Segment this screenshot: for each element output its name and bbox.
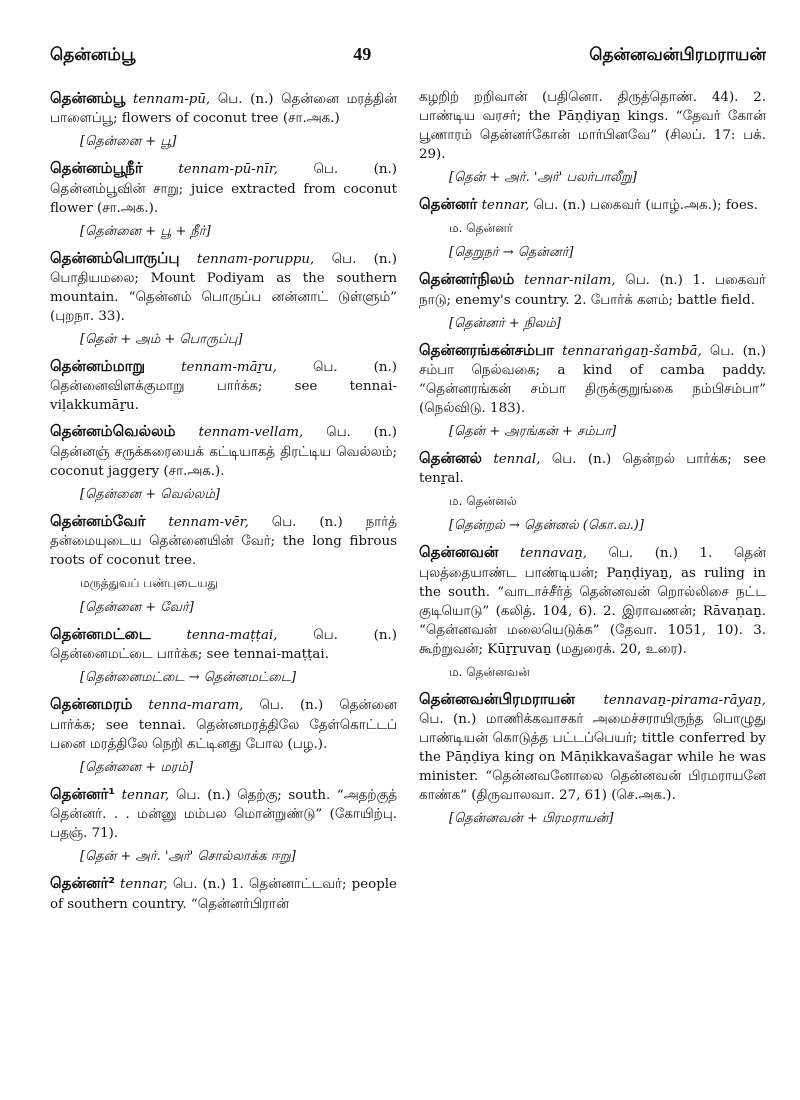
definition: பெ. (n.) தென்னை மரத்தின் பாளைப்பூ; flowers of coconut tree (சா.அக.)	[50, 92, 397, 127]
headword: தென்னவன்பிரமராயன்	[419, 689, 575, 708]
etymology: [தென்னவன் + பிரமராயன்]	[449, 811, 614, 827]
transliteration: tennam-pū-nīr,	[178, 162, 278, 178]
transliteration: tenna-maram,	[148, 698, 244, 714]
etymology: [தென்னைமட்டை → தென்னமட்டை]	[80, 670, 297, 686]
dictionary-entry	[50, 158, 397, 217]
transliteration: tennam-vēr,	[168, 514, 249, 530]
etymology: [தென்னை + மரம்]	[80, 759, 194, 775]
definition: பெ. (n.) தென்னை பார்க்க; see tennai. தென்னமரத்திலே தேள்கொட்டப் பனை மரத்திலே நெறி கட்டினது போல (பழ.).	[50, 698, 397, 752]
definition: பெ. (n.) தென்றல் பார்க்க; see tenṟal.	[419, 452, 766, 487]
right-column	[419, 88, 766, 920]
headword: தென்னமரம்	[50, 695, 133, 714]
dictionary-entry	[419, 269, 766, 309]
transliteration: tennavaṉ-pirama-rāyaṉ,	[603, 692, 766, 708]
dictionary-entry	[50, 356, 397, 415]
dictionary-entry	[50, 421, 397, 480]
headword: தென்னர்நிலம்	[419, 270, 515, 289]
transliteration: tennar,	[121, 787, 170, 803]
transliteration: tennam-māṟu,	[181, 360, 277, 376]
transliteration: tennam-pū,	[132, 92, 211, 107]
headword: தென்னர்²	[50, 874, 115, 893]
etymology: [தென்னை + பூ]	[80, 134, 177, 150]
transliteration: tennam-vellam,	[198, 425, 304, 441]
etymology: [தென்னை + பூ + நீர்]	[80, 223, 211, 239]
dictionary-entry	[50, 624, 397, 664]
headword: தென்னவன்	[419, 543, 499, 562]
etymology: [தென்றல் → தென்னல் (கொ.வ.)]	[449, 518, 644, 534]
etymology: [தென் + அர். 'அர்' சொல்லாக்க ஈறு]	[80, 849, 296, 865]
cognate-note: ம. தென்னல்	[449, 494, 517, 509]
definition: பெ. (n.) 1. பகைவர் நாடு; enemy's country. 2. போர்க் களம்; battle field.	[419, 273, 767, 308]
definition: பெ. (n.) நார்த் தன்மையுடைய தென்னையின் வேர்; the long fibrous roots of coconut tree.	[50, 514, 397, 569]
transliteration: tennar,	[481, 198, 530, 214]
headword: தென்னம்வெல்லம்	[50, 422, 176, 441]
definition: பெ. (n.) தென்னம்பூவின் சாறு; juice extracted from coconut flower (சா.அக.).	[50, 162, 397, 216]
dictionary-entry	[50, 694, 397, 753]
etymology: [தென்னர் + நிலம்]	[449, 315, 561, 331]
transliteration: tennar-nilam,	[524, 273, 616, 289]
transliteration: tennavaṉ,	[520, 546, 587, 562]
definition: பெ. (n.) தெற்கு; south. “அதற்குத் தென்னர். . . மன்னு மம்பல மொன்றுண்டு” (கோயிற்பு. பதஞ். 71).	[50, 787, 397, 842]
headword: தென்னர்	[419, 195, 478, 214]
definition: கழறிற் றறிவான் (பதினொ. திருத்தொண். 44). 2. பாண்டிய வரசர்; the Pāṇḍiyaṉ kings. “தேவர் கோன் பூணாரம் தென்னர்கோன் மார்பினவே” (சிலப். 17: பக். 29).	[419, 90, 766, 163]
headword: தென்னம்பூநீர்	[50, 159, 143, 178]
headword: தென்னமட்டை	[50, 625, 151, 644]
header-right-guideword: தென்னவன்பிரமராயன்	[589, 45, 766, 65]
definition: பெ. (n.) சம்பா நெல்வகை; a kind of camba paddy. “தென்னரங்கன் சம்பா திருக்குறுங்கை நம்பிசம்பா” (நெல்விடு. 183).	[419, 343, 767, 417]
dictionary-entry	[50, 784, 397, 843]
dictionary-entry	[50, 88, 397, 128]
definition: பெ. (n.) தென்னஞ் சருக்கரையைக் கட்டியாகத் திரட்டிய வெல்லம்; coconut jaggery (சா.அக.).	[50, 425, 397, 479]
definition: பெ. (n.) 1. தென் புலத்தையாண்ட பாண்டியன்; Paṇḍiyaṉ, as ruling in the south. “வாடாச்சீர்த் தென்னவன் றொல்லிசை நட்ட குடியொடு” (கலித். 104, 6). 2. இராவணன்; Rāvaṇaṉ. “தென்னவன் மலையெடுக்க” (தேவா. 1051, 10). 3. கூற்றுவன்; Kūṟṟuvaṉ (மதுரைக். 20, உரை).	[419, 546, 766, 657]
headword: தென்னரங்கன்சம்பா	[419, 340, 554, 359]
dictionary-entry	[419, 689, 766, 805]
transliteration: tennar,	[120, 877, 168, 893]
etymology: [தென்னை + வெல்லம்]	[80, 486, 221, 502]
transliteration: tennal,	[493, 452, 541, 468]
headword: தென்னர்¹	[50, 784, 115, 803]
headword: தென்னம்பொருப்பு	[50, 248, 180, 267]
definition: பெ. (n.) பொதியமலை; Mount Podiyam as the southern mountain. “தென்னம் பொருப்ப னன்னாட் டுள்ளும்” (புறநா. 33).	[50, 251, 398, 325]
transliteration: tennaraṅgaṉ-šambā,	[562, 343, 702, 359]
definition: பெ. (n.) தென்னைவிளக்குமாறு பார்க்க; see tennai-viḷakkumāṟu.	[50, 360, 397, 414]
headword: தென்னம்மாறு	[50, 357, 146, 376]
left-column	[50, 88, 397, 920]
definition: பெ. (n.) தென்னைமட்டை பார்க்க; see tennai-maṭṭai.	[50, 628, 397, 663]
dictionary-entry	[419, 448, 766, 488]
page-number: 49	[353, 44, 372, 64]
dictionary-entry	[50, 873, 397, 913]
etymology: [தென் + அர். 'அர்' பலர்பாலீறு]	[449, 170, 637, 186]
etymology: [தெறுநர் → தென்னர்]	[449, 245, 574, 261]
dictionary-entry	[419, 542, 766, 658]
definition: பெ. (n.) 1. தென்னாட்டவர்; people of southern country. “தென்னர்பிரான்	[50, 877, 397, 912]
cognate-note: மருத்துவப் பண்புடையது	[80, 576, 218, 591]
definition: பெ. (n.) பகைவர் (யாழ்.அக.); foes.	[533, 198, 758, 214]
cognate-note: ம. தென்னவன்	[449, 664, 530, 679]
transliteration: tennam-poruppu,	[196, 251, 315, 267]
dictionary-entry	[50, 248, 397, 326]
transliteration: tenna-maṭṭai,	[186, 628, 278, 644]
etymology: [தென்னை + வேர்]	[80, 600, 194, 616]
headword: தென்னம்பூ	[50, 89, 126, 107]
dictionary-entry	[419, 340, 766, 418]
definition: பெ. (n.) மாணிக்கவாசகர் அமைச்சராயிருந்த பொழுது பாண்டியன் கொடுத்த பட்டப்பெயர்; tittle conferred by the Pāṇḍiya king on Māṇikkavašagar while he was minister. “தென்னவனோலை தென்னவன் பிரமராயனே காண்க” (திருவாலவா. 27, 61) (செ.அக.).	[419, 712, 766, 804]
cognate-note: ம. தென்னர்	[449, 221, 513, 236]
page-header	[50, 44, 766, 84]
header-left-guideword: தென்னம்பூ	[50, 45, 136, 65]
dictionary-entry	[50, 511, 397, 570]
etymology: [தென் + அம் + பொருப்பு]	[80, 332, 243, 348]
headword: தென்னல்	[419, 449, 482, 468]
headword: தென்னம்வேர்	[50, 511, 146, 530]
dictionary-entry	[419, 88, 766, 164]
etymology: [தென் + அரங்கன் + சம்பா]	[449, 424, 617, 440]
dictionary-entry	[419, 194, 766, 215]
